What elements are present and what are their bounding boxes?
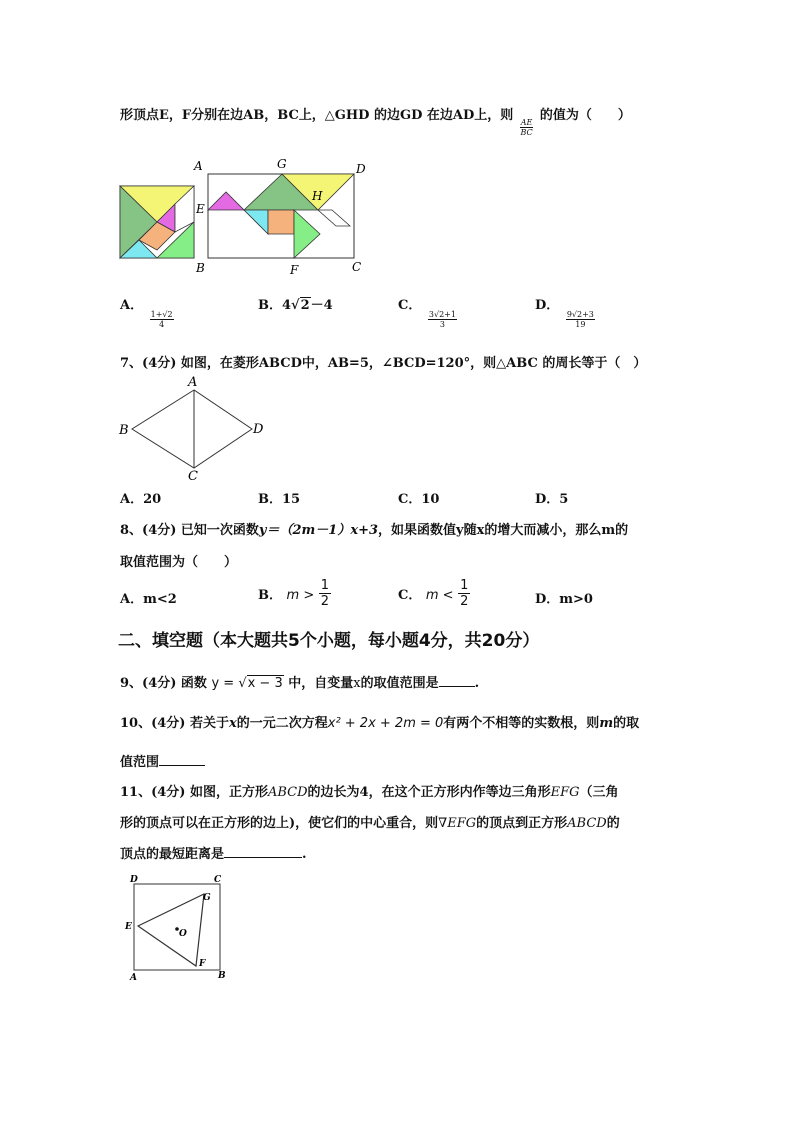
- q10-mid: 的一元二次方程: [236, 716, 328, 731]
- q11-line1-mid: 的边长为4，在这个正方形内作等边三角形: [307, 785, 551, 800]
- q9-end: .: [474, 676, 480, 691]
- q6-option-c-den: 3: [439, 320, 445, 329]
- q6-option-c-label: C．: [398, 298, 422, 313]
- q7-option-a[interactable]: A．20: [120, 492, 162, 507]
- q8-option-b-label: B．: [258, 588, 282, 603]
- q11-label-G: G: [203, 893, 211, 903]
- q8-line1: [120, 519, 628, 538]
- q9-post2: 的取值范围是: [360, 676, 439, 691]
- q6-option-b-post: －4: [310, 298, 333, 313]
- q10-equation: x² + 2x + 2m = 0: [327, 716, 444, 731]
- q9-answer-blank[interactable]: [439, 674, 475, 687]
- shape-orange-square: [268, 210, 294, 234]
- q6-tangram-figure: [118, 184, 196, 260]
- q11-label-A: A: [130, 973, 137, 983]
- q7-option-b[interactable]: B．15: [258, 492, 301, 507]
- q11-label-F: F: [199, 959, 206, 969]
- q6-option-a-fraction: [150, 310, 174, 329]
- q6-ratio-fraction: [520, 118, 534, 137]
- label-G: G: [277, 157, 287, 171]
- q6-stem-end: 的值为（ ）: [539, 108, 631, 123]
- q6-option-d-den: 19: [575, 320, 586, 329]
- q11-label-C: C: [214, 875, 222, 885]
- q8-option-b-den: 2: [320, 594, 330, 609]
- section2-title: 二、填空题（本大题共5个小题，每小题4分，共20分）: [118, 631, 540, 651]
- q9-expr-pre: y =: [211, 676, 239, 691]
- shape-lightgreen-triangle: [294, 210, 320, 258]
- q7-label-C: C: [188, 469, 198, 484]
- q11-triangle-2: ∇EFG: [438, 816, 477, 831]
- q8-option-b-fraction: [319, 578, 331, 609]
- q11-line2-mid: 的顶点到正方形: [476, 816, 568, 831]
- q8-option-c[interactable]: [398, 578, 470, 609]
- q11-line3-text: 顶点的最短距离是: [120, 847, 225, 862]
- q8-line1-pre: 8、(4分) 已知一次函数: [120, 523, 259, 538]
- q8-option-a[interactable]: A．m<2: [120, 592, 177, 607]
- q9-post: 中，自变量: [288, 676, 354, 691]
- q6-option-b-pre: 4: [282, 298, 292, 313]
- q6-option-d-label: D．: [535, 298, 560, 313]
- q10-line2: [120, 751, 205, 770]
- q8-line1-post: ，如果函数值y随x的增大而减小，那么m的: [378, 523, 629, 538]
- q10-line2-text: 值范围: [120, 755, 160, 770]
- q8-option-b-expr: m >: [286, 588, 315, 603]
- q11-square-1: ABCD: [267, 785, 308, 800]
- q6-rectangle-figure: [192, 154, 372, 278]
- q10-pre: 10、(4分) 若关于: [120, 716, 229, 731]
- q7-stem: 7、(4分) 如图，在菱形ABCD中，AB=5，∠BCD=120°，则△ABC 的周长等于（ ）: [120, 356, 647, 371]
- q8-line2: 取值范围为（ ）: [120, 555, 238, 570]
- q11-answer-blank[interactable]: [224, 845, 302, 858]
- q6-option-b-label: B．: [258, 298, 282, 313]
- q11-line2-pre: 形的顶点可以在正方形的边上)，使它们的中心重合，则: [120, 816, 439, 831]
- shape-cyan-triangle: [244, 210, 268, 234]
- q6-stem-text: 形顶点E，F分别在边AB，BC上，△GHD 的边GD 在边AD上，则: [120, 108, 514, 123]
- q6-option-b-radical: √2: [291, 298, 310, 313]
- label-E: E: [196, 202, 205, 216]
- shape-white-parallelogram: [318, 210, 350, 226]
- q6-option-b-radicand: 2: [300, 298, 310, 313]
- q6-frac-num: AE: [520, 118, 533, 127]
- q9-expr: y = √x − 3: [211, 676, 283, 691]
- q6-option-d[interactable]: [535, 294, 594, 329]
- q11-line2: [120, 812, 620, 831]
- q7-label-D: D: [253, 422, 264, 437]
- q8-option-b-num: 1: [320, 578, 330, 593]
- q11-line1-post: （三角: [579, 785, 619, 800]
- q7-option-c[interactable]: C．10: [398, 492, 440, 507]
- q11-label-B: B: [218, 971, 226, 981]
- q9-var: x: [353, 676, 361, 691]
- label-C: C: [352, 260, 362, 274]
- q6-option-b[interactable]: [258, 294, 333, 313]
- q11-square-figure: [122, 872, 234, 984]
- q6-option-d-fraction: [566, 310, 595, 329]
- q6-option-c-fraction: [428, 310, 457, 329]
- q6-option-a-den: 4: [159, 320, 165, 329]
- q8-function: y＝（2m－1）x+3: [258, 523, 379, 538]
- label-A: A: [194, 159, 203, 173]
- q6-option-c-num: 3√2+1: [428, 310, 456, 319]
- rhombus-ABCD: [132, 390, 252, 468]
- q6-frac-den: BC: [520, 128, 533, 137]
- q10-var: x: [228, 716, 237, 731]
- q6-option-a-label: A．: [120, 298, 144, 313]
- q8-option-d[interactable]: D．m>0: [535, 592, 593, 607]
- label-B: B: [196, 261, 205, 275]
- triangle-EFG: [138, 894, 204, 966]
- q11-square-2: ABCD: [567, 816, 607, 831]
- q8-option-c-expr: m <: [425, 588, 454, 603]
- q8-option-c-fraction: [458, 578, 470, 609]
- q8-option-c-label: C．: [398, 588, 422, 603]
- q10-line1: [120, 712, 639, 731]
- q11-line2-post: 的: [606, 816, 620, 831]
- q11-label-O: O: [179, 929, 187, 939]
- q11-line3: [120, 843, 307, 862]
- q10-m: m: [599, 716, 614, 731]
- q7-label-A: A: [188, 375, 198, 390]
- q6-option-a-num: 1+√2: [150, 310, 173, 319]
- q11-end: .: [302, 847, 307, 862]
- q9-pre: 9、(4分) 函数: [120, 676, 207, 691]
- q6-option-a[interactable]: [120, 294, 173, 329]
- q6-option-c[interactable]: [398, 294, 456, 329]
- q6-stem: [120, 104, 631, 137]
- label-D: D: [356, 162, 366, 176]
- q9-radicand: x − 3: [247, 676, 283, 691]
- q8-option-b[interactable]: [258, 578, 331, 609]
- q11-line1: [120, 781, 619, 800]
- shape-magenta-triangle: [208, 192, 244, 210]
- q8-option-c-den: 2: [460, 594, 469, 609]
- q10-post2: 的取: [613, 716, 640, 731]
- q7-option-d[interactable]: D．5: [535, 492, 569, 507]
- q10-answer-blank[interactable]: [159, 753, 205, 766]
- q11-label-E: E: [125, 922, 132, 932]
- q9-line: [120, 672, 479, 691]
- q7-rhombus-figure: [116, 374, 270, 484]
- q7-label-B: B: [119, 423, 129, 438]
- q10-post: 有两个不相等的实数根，则: [443, 716, 600, 731]
- q11-label-D: D: [130, 875, 138, 885]
- label-H: H: [312, 189, 323, 203]
- label-F: F: [290, 263, 299, 277]
- q8-option-c-num: 1: [460, 578, 469, 593]
- q6-option-d-num: 9√2+3: [566, 310, 594, 319]
- q11-line1-pre: 11、(4分) 如图，正方形: [120, 785, 268, 800]
- q11-triangle-1: EFG: [550, 785, 580, 800]
